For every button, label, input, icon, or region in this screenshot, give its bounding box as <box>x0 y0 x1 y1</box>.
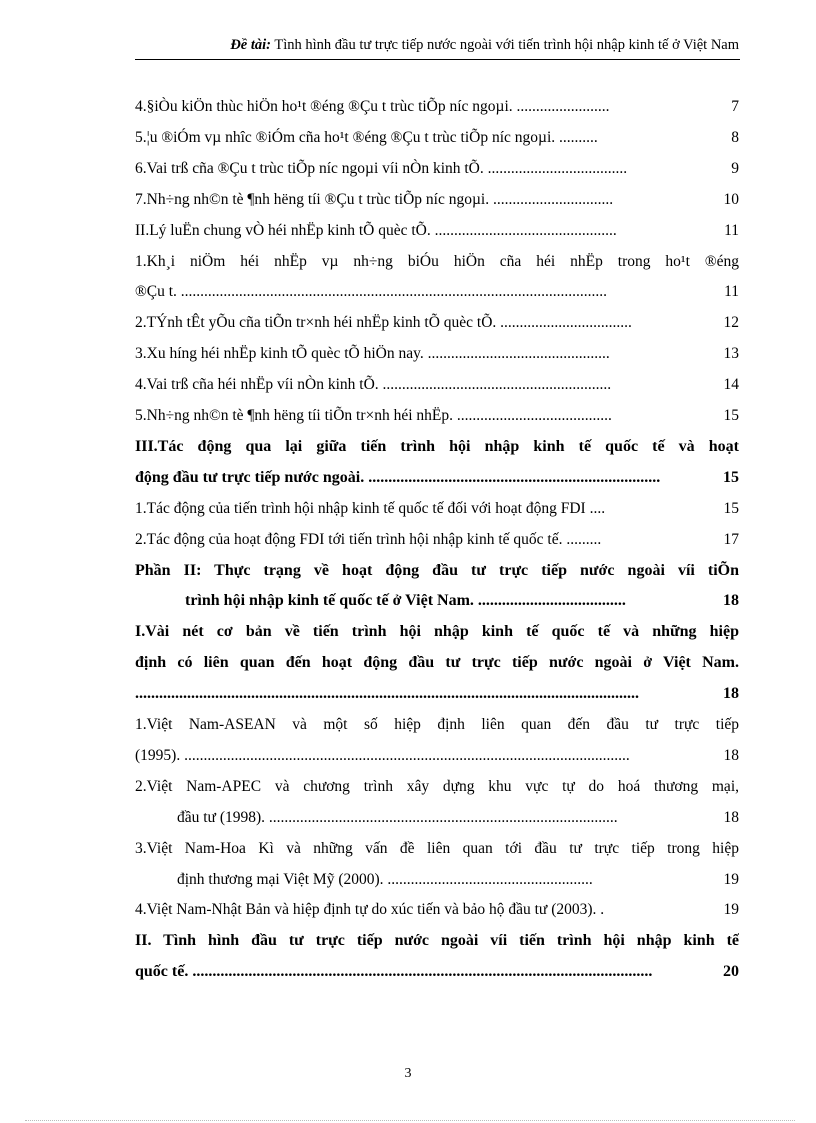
toc-entry-text: 7.Nh÷ng nh©n tè ¶nh hëng tíi ®Çu t trùc tiÕp níc ngoµi. ............................... <box>135 190 614 208</box>
toc-entry-text: 4.§iÒu kiÖn thùc hiÖn ho¹t ®éng ®Çu t trùc tiÕp níc ngoµi. ........................ <box>135 98 610 115</box>
toc-entry-text: 4.Vai trß cña héi nhËp víi nÒn kinh tÕ. ........................................................... <box>135 376 612 394</box>
toc-entry-text: 2.Tác động của hoạt động FDI tới tiến trình hội nhập kinh tế quốc tế. ......... <box>135 530 602 548</box>
toc-page-number: 18 <box>722 589 739 613</box>
toc-entry <box>135 929 739 953</box>
toc-entry <box>135 960 739 984</box>
toc-page-number: 17 <box>723 528 740 552</box>
toc-entry-text: định có liên quan đến hoạt động đầu tư trực tiếp nước ngoài ở Việt Nam. <box>135 654 739 672</box>
toc-entry-text: ®Çu t. .............................................................................................................. <box>135 283 608 301</box>
toc-entry <box>135 528 739 552</box>
toc-page-number: 7 <box>730 95 739 119</box>
toc-entry-text: đầu tư (1998). .......................................................................................... <box>177 808 618 826</box>
toc-entry-text: 6.Vai trß cña ®Çu t trùc tiÕp níc ngoµi víi nÒn kinh tÕ. .................................... <box>135 159 628 177</box>
toc-entry <box>135 466 739 490</box>
toc-entry <box>135 713 739 737</box>
toc-entry-text: 3.Việt Nam-Hoa Kì và những vấn đề liên quan tới đầu tư trực tiếp trong hiệp <box>135 839 739 857</box>
toc-entry-text: quốc tế. ................................................................................................................... <box>135 963 653 981</box>
toc-entry <box>135 651 739 675</box>
toc-page-number: 9 <box>730 157 739 181</box>
toc-page-number: 11 <box>723 280 739 304</box>
toc-entry <box>135 744 739 768</box>
toc-page-number: 15 <box>723 404 740 428</box>
toc-page-number: 19 <box>723 868 740 892</box>
toc-page-number: 19 <box>723 898 740 922</box>
toc-page-number: 14 <box>723 373 740 397</box>
toc-entry <box>135 775 739 799</box>
toc-entry <box>135 126 739 150</box>
toc-page-number: 10 <box>723 188 740 212</box>
toc-entry-text: III.Tác động qua lại giữa tiến trình hội nhập kinh tế quốc tế và hoạt <box>135 437 739 455</box>
toc-page-number: 8 <box>730 126 739 150</box>
toc-entry <box>135 373 739 397</box>
toc-entry <box>135 404 739 428</box>
toc-entry-text: 2.Việt Nam-APEC và chương trình xây dựng khu vực tự do hoá thương mại, <box>135 777 739 795</box>
toc-entry-text: 5.¦u ®iÓm vµ nhîc ®iÓm cña ho¹t ®éng ®Çu t trùc tiÕp níc ngoµi. .......... <box>135 128 598 146</box>
page-number: 3 <box>404 1066 412 1081</box>
toc-entry-text: Phần II: Thực trạng về hoạt động đầu tư trực tiếp nước ngoài víi tiÕn <box>135 561 739 579</box>
toc-entry-text: II. Tình hình đầu tư trực tiếp nước ngoài víi tiến trình hội nhập kinh tế <box>135 932 739 950</box>
header-rule <box>135 59 740 60</box>
toc-page-number: 18 <box>723 744 740 768</box>
toc-entry-text: 3.Xu híng héi nhËp kinh tÕ quèc tÕ hiÖn nay. ............................................... <box>135 345 610 363</box>
toc-entry <box>135 219 739 243</box>
toc-entry <box>135 497 739 521</box>
toc-entry <box>135 806 739 830</box>
toc-entry <box>135 435 739 459</box>
toc-page-number: 15 <box>723 497 740 521</box>
toc-entry <box>135 157 739 181</box>
toc-entry-text: 1.Tác động của tiến trình hội nhập kinh tế quốc tế đối với hoạt động FDI .... <box>135 499 606 517</box>
toc-entry <box>135 620 739 644</box>
toc-entry-text: (1995). ................................................................................................................... <box>135 746 630 764</box>
toc-page-number: 20 <box>722 960 739 984</box>
toc-entry-text: .............................................................................................................................. <box>135 685 639 703</box>
toc-entry <box>135 837 739 861</box>
toc-entry <box>135 589 739 613</box>
toc-entry <box>135 311 739 335</box>
toc-entry <box>135 95 739 119</box>
toc-entry <box>135 342 739 366</box>
toc-entry <box>135 898 739 922</box>
toc-page-number: 12 <box>723 311 740 335</box>
toc-page-number: 11 <box>723 219 739 243</box>
toc-entry <box>135 682 739 706</box>
toc-page-number: 18 <box>723 806 740 830</box>
header-label: Đề tài: <box>230 37 271 53</box>
footer-divider <box>25 1120 795 1121</box>
toc-entry-text: định thương mại Việt Mỹ (2000). ..................................................... <box>177 870 593 888</box>
toc-entry <box>135 250 739 274</box>
toc-entry-text: I.Vài nét cơ bản về tiến trình hội nhập kinh tế quốc tế và những hiệp <box>135 623 739 641</box>
toc-entry-text: 1.Việt Nam-ASEAN và một số hiệp định liên quan đến đầu tư trực tiếp <box>135 716 739 733</box>
toc-page-number: 15 <box>722 466 739 490</box>
toc-entry-text: 4.Việt Nam-Nhật Bản và hiệp định tự do xúc tiến và bảo hộ đầu tư (2003). . <box>135 901 605 919</box>
header-title: Tình hình đầu tư trực tiếp nước ngoài với tiến trình hội nhập kinh tế ở Việt Nam <box>270 37 739 53</box>
toc-entry-text: động đầu tư trực tiếp nước ngoài. ......................................................................... <box>135 468 661 486</box>
toc-entry-text: 5.Nh÷ng nh©n tè ¶nh hëng tíi tiÕn tr×nh héi nhËp. ........................................ <box>135 407 612 424</box>
toc-page-number: 18 <box>722 682 739 706</box>
toc-entry-text: 2.TÝnh tÊt yÕu cña tiÕn tr×nh héi nhËp kinh tÕ quèc tÕ. .................................. <box>135 314 632 332</box>
toc-entry-text: II.Lý luËn chung vÒ héi nhËp kinh tÕ quèc tÕ. ............................................... <box>135 221 617 239</box>
toc-entry <box>135 559 739 583</box>
toc-entry-text: trình hội nhập kinh tế quốc tế ở Việt Nam. ..................................... <box>185 592 626 610</box>
toc-page-number: 13 <box>723 342 740 366</box>
running-header <box>135 37 739 54</box>
toc-entry <box>135 868 739 892</box>
toc-entry-text: 1.Kh¸i niÖm héi nhËp vµ nh÷ng biÓu hiÖn cña héi nhËp trong ho¹t ®éng <box>135 252 739 270</box>
toc-entry <box>135 280 739 304</box>
toc-entry <box>135 188 739 212</box>
